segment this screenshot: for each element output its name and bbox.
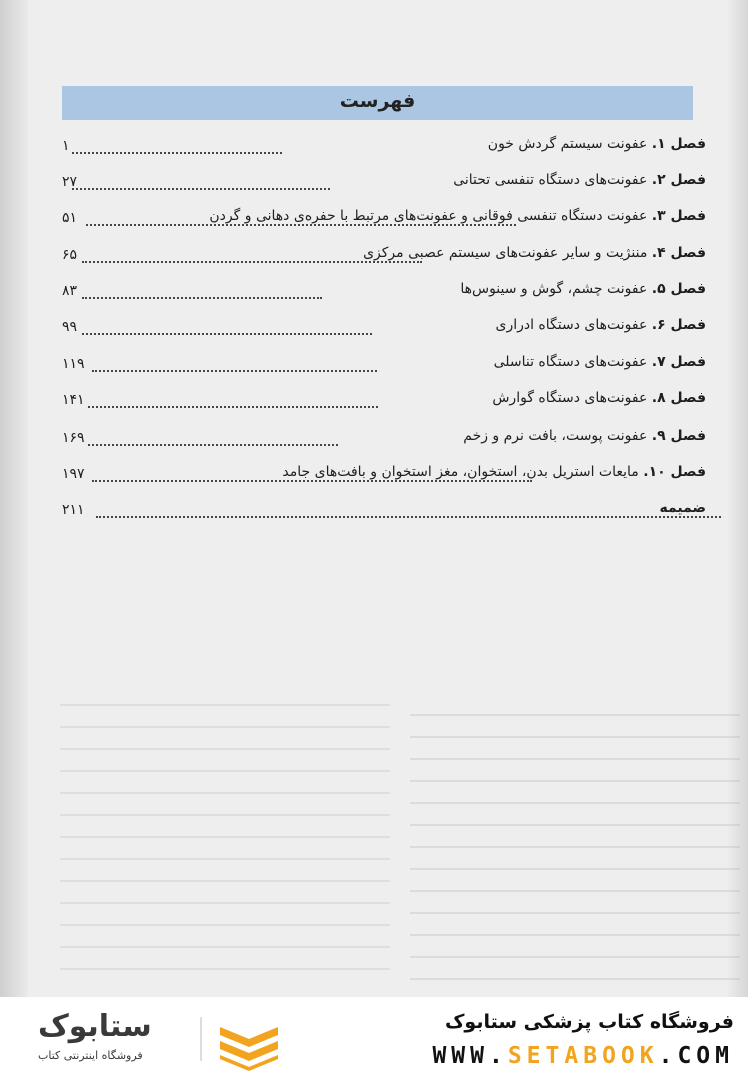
toc-entry[interactable] [62, 460, 706, 490]
toc-entry-label [453, 172, 706, 188]
page-number: ۱۶۹ [62, 430, 85, 446]
page-number: ۹۹ [62, 319, 78, 335]
page-number: ۲۱۱ [62, 502, 85, 518]
page-number: ۸۳ [62, 283, 78, 299]
toc-entry[interactable] [62, 241, 706, 271]
chapter-title: عفونت دستگاه تنفسی فوقانی و عفونت‌های مرتبط با حفره‌ی دهانی و گردن [209, 208, 648, 224]
toc-entry[interactable] [62, 313, 706, 343]
chapter-number: فصل ۱. [651, 136, 706, 152]
url-suffix: .COM [658, 1043, 734, 1069]
toc-entry-label [492, 390, 706, 406]
dot-leader [82, 261, 422, 263]
chapter-number: فصل ۱۰. [643, 464, 706, 480]
toc-entry-label [282, 464, 706, 480]
toc-entry[interactable] [62, 496, 706, 526]
toc-entry[interactable] [62, 350, 706, 380]
page-number: ۱ [62, 138, 70, 154]
toc-entry-label [494, 354, 706, 370]
dot-leader [72, 188, 330, 190]
page-number: ۱۹۷ [62, 466, 85, 482]
chapter-number: فصل ۴. [651, 245, 706, 261]
toc-entry[interactable] [62, 386, 706, 416]
page-left-shadow [0, 0, 28, 997]
logo-wordmark: ستابوک [38, 1009, 152, 1044]
toc-entry-label [488, 136, 706, 152]
chapter-number: فصل ۳. [651, 208, 706, 224]
chapter-number: فصل ۶. [651, 317, 706, 333]
bleed-through-text-left [60, 700, 390, 970]
bleed-through-text-right [410, 700, 740, 980]
toc-entry-label [463, 428, 706, 444]
chapter-number: فصل ۲. [651, 172, 706, 188]
dot-leader [88, 406, 378, 408]
chapter-title: عفونت‌های دستگاه تنفسی تحتانی [453, 172, 648, 188]
toc-entry-label [209, 208, 706, 224]
toc-entry[interactable] [62, 277, 706, 307]
toc-entry-label [460, 281, 706, 297]
dot-leader [82, 333, 372, 335]
chapter-title: عفونت چشم، گوش و سینوس‌ها [460, 281, 648, 297]
chapter-title: عفونت‌های دستگاه تناسلی [493, 354, 648, 370]
chapter-title: عفونت‌های دستگاه ادراری [495, 317, 648, 333]
store-url[interactable] [432, 1043, 734, 1069]
toc-entry[interactable] [62, 132, 706, 162]
toc-entry-label [495, 317, 706, 333]
contents-title: فهرست [339, 90, 416, 112]
dot-leader [86, 224, 516, 226]
chapter-number: فصل ۵. [651, 281, 706, 297]
dot-leader [96, 516, 721, 518]
chapter-number: فصل ۸. [651, 390, 706, 406]
chapter-number: فصل ۷. [651, 354, 706, 370]
dot-leader [92, 480, 532, 482]
chapter-title: عفونت پوست، بافت نرم و زخم [463, 428, 648, 444]
dot-leader [82, 297, 322, 299]
toc-entry[interactable] [62, 424, 706, 454]
book-logo-icon [214, 1013, 284, 1071]
chapter-title: مننژیت و سایر عفونت‌های سیستم عصبی مرکزی [363, 245, 648, 261]
contents-header [62, 86, 693, 120]
page-number: ۱۴۱ [62, 392, 85, 408]
page-number: ۶۵ [62, 247, 78, 263]
store-footer [0, 997, 748, 1079]
dot-leader [88, 444, 338, 446]
toc-entry-label [659, 500, 706, 516]
toc-entry-label [363, 245, 706, 261]
dot-leader [72, 152, 282, 154]
logo-tagline: فروشگاه اینترنتی کتاب [38, 1049, 143, 1062]
chapter-number: فصل ۹. [651, 428, 706, 444]
dot-leader [92, 370, 377, 372]
chapter-title: عفونت سیستم گردش خون [487, 136, 648, 152]
chapter-number: ضمیمه [659, 500, 706, 516]
store-name: فروشگاه کتاب پزشکی ستابوک [444, 1011, 734, 1033]
logo-divider [200, 1017, 202, 1061]
url-prefix: WWW. [432, 1043, 508, 1069]
page-number: ۱۱۹ [62, 356, 85, 372]
chapter-title: مایعات استریل بدن، استخوان، مغز استخوان و بافت‌های جامد [282, 464, 639, 480]
chapter-title: عفونت‌های دستگاه گوارش [492, 390, 648, 406]
url-brand: SETABOOK [507, 1043, 659, 1069]
page-number: ۵۱ [62, 210, 78, 226]
page-number: ۲۷ [62, 174, 78, 190]
toc-entry[interactable] [62, 204, 706, 234]
toc-entry[interactable] [62, 168, 706, 198]
